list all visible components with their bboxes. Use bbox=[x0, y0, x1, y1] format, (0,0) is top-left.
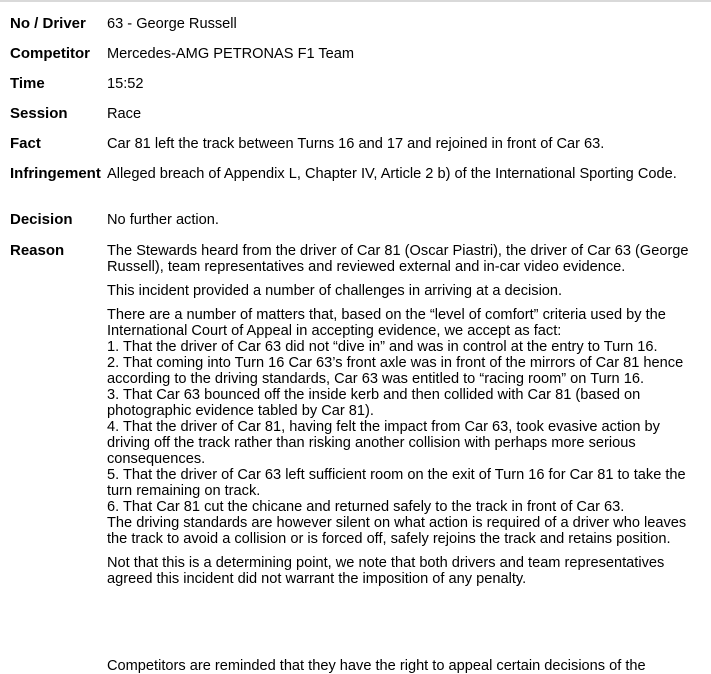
competitor-value: Mercedes-AMG PETRONAS F1 Team bbox=[107, 46, 355, 62]
reason-label: Reason bbox=[10, 242, 65, 259]
reason-item-2: 2. That coming into Turn 16 Car 63’s front axle was in front of the mirrors of Car 81 hence according to the driving standards, Car 63 was entitled to “racing room” on Turn 16. bbox=[107, 355, 684, 387]
driver-label: No / Driver bbox=[10, 15, 86, 32]
reason-item-6: 6. That Car 81 cut the chicane and returned safely to the track in front of Car 63. bbox=[107, 499, 625, 515]
infringement-value: Alleged breach of Appendix L, Chapter IV, Article 2 b) of the International Sporting Code. bbox=[107, 166, 677, 182]
competitor-label: Competitor bbox=[10, 45, 90, 62]
decision-value: No further action. bbox=[107, 212, 219, 228]
top-divider bbox=[0, 0, 711, 2]
reason-paragraph-3-end: The driving standards are however silent on what action is required of a driver who leaves the track to avoid a collision or is forced off, safely rejoins the track and retains position. bbox=[107, 515, 687, 547]
session-value: Race bbox=[107, 106, 142, 122]
time-label: Time bbox=[10, 75, 45, 92]
reason-paragraph-4: Not that this is a determining point, we note that both drivers and team representatives agreed this incident did not warrant the imposition of any penalty. bbox=[107, 555, 665, 587]
fact-label: Fact bbox=[10, 135, 41, 152]
reason-item-4: 4. That the driver of Car 81, having felt the impact from Car 63, took evasive action by driving off the track rather than risking another collision with perhaps more serious consequences. bbox=[107, 419, 660, 467]
reason-item-5: 5. That the driver of Car 63 left sufficient room on the exit of Turn 16 for Car 81 to take the turn remaining on track. bbox=[107, 467, 686, 499]
time-value: 15:52 bbox=[107, 76, 144, 92]
reason-item-3: 3. That Car 63 bounced off the inside kerb and then collided with Car 81 (based on photographic evidence tabled by Car 81). bbox=[107, 387, 641, 419]
session-label: Session bbox=[10, 105, 68, 122]
decision-label: Decision bbox=[10, 211, 73, 228]
reason-paragraph-3-intro: There are a number of matters that, based on the “level of comfort” criteria used by the International Court of Appeal in accepting evidence, we accept as fact: bbox=[107, 307, 666, 339]
appeal-notice: Competitors are reminded that they have the right to appeal certain decisions of the bbox=[107, 658, 646, 674]
fact-value: Car 81 left the track between Turns 16 and 17 and rejoined in front of Car 63. bbox=[107, 136, 605, 152]
reason-item-1: 1. That the driver of Car 63 did not “dive in” and was in control at the entry to Turn 16. bbox=[107, 339, 658, 355]
infringement-label: Infringement bbox=[10, 165, 101, 182]
reason-paragraph-1: The Stewards heard from the driver of Car 81 (Oscar Piastri), the driver of Car 63 (George Russell), team representatives and reviewed external and in-car video evidence. bbox=[107, 243, 689, 275]
driver-value: 63 - George Russell bbox=[107, 16, 237, 32]
reason-value bbox=[107, 243, 703, 587]
reason-paragraph-2: This incident provided a number of challenges in arriving at a decision. bbox=[107, 283, 563, 299]
